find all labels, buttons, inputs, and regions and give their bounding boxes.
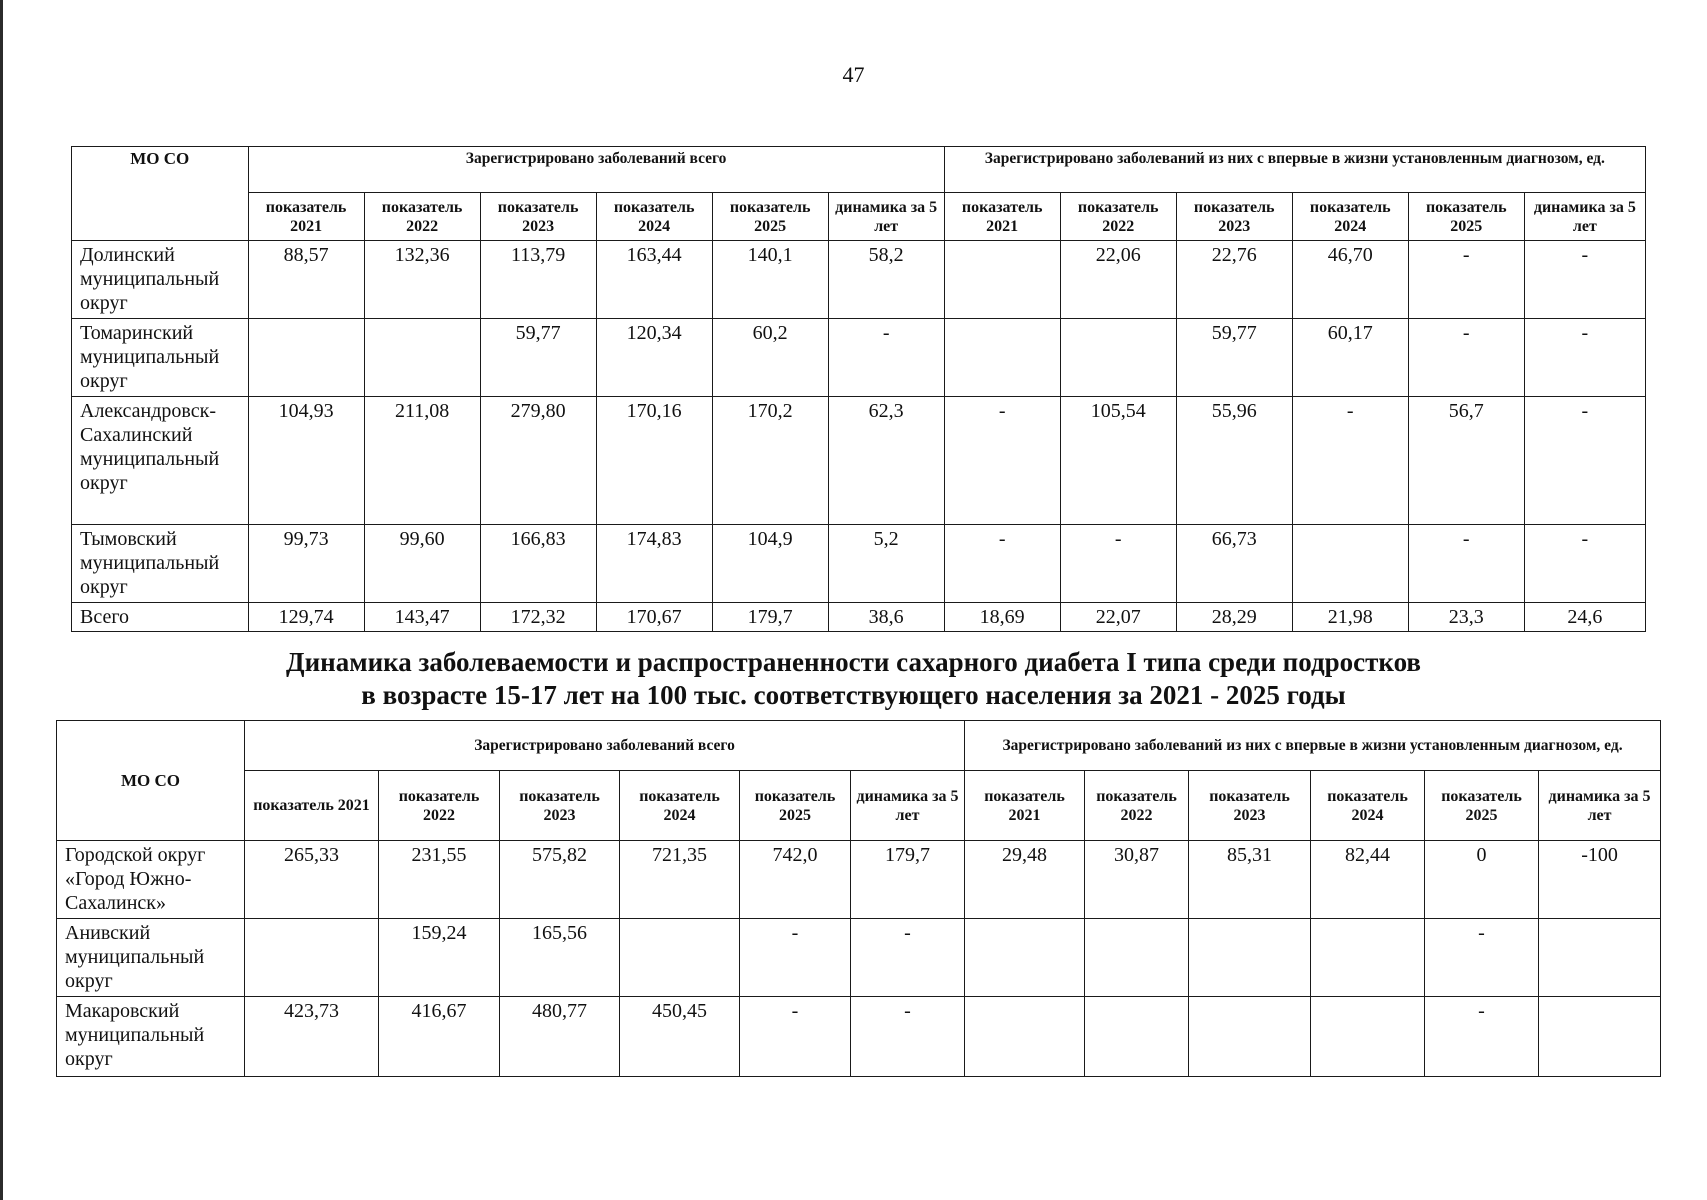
row-name: Городской округ «Город Южно-Сахалинск»	[57, 841, 245, 919]
table-cell: 159,24	[379, 919, 500, 997]
table-cell: 416,67	[379, 997, 500, 1077]
table-cell: -	[944, 397, 1060, 525]
table-cell: -100	[1539, 841, 1661, 919]
table-cell: -	[1524, 241, 1645, 319]
table-cell: -	[1524, 525, 1645, 603]
table-row	[72, 525, 1646, 603]
table-cell: 38,6	[828, 603, 944, 632]
table-cell: 575,82	[500, 841, 620, 919]
table-row	[72, 319, 1646, 397]
table-cell: 113,79	[480, 241, 596, 319]
table-cell: -	[828, 319, 944, 397]
table-cell: -	[851, 919, 965, 997]
table-2-group-header-total: Зарегистрировано заболеваний всего	[245, 721, 965, 771]
table-cell: -	[1408, 241, 1524, 319]
table-cell: 104,93	[248, 397, 364, 525]
table-cell: 120,34	[596, 319, 712, 397]
table-cell: 179,7	[712, 603, 828, 632]
table-cell: -	[851, 997, 965, 1077]
table-cell: 166,83	[480, 525, 596, 603]
table-cell	[1189, 919, 1311, 997]
table-2-col-header: показатель 2023	[500, 771, 620, 841]
table-cell	[965, 997, 1085, 1077]
table-cell: 742,0	[740, 841, 851, 919]
table-1-col-header: показатель 2023	[480, 193, 596, 241]
table-cell: 172,32	[480, 603, 596, 632]
section-title-line-2: в возрасте 15-17 лет на 100 тыс. соответствующего населения за 2021 - 2025 годы	[361, 680, 1346, 710]
table-cell: -	[1425, 919, 1539, 997]
table-cell: -	[1425, 997, 1539, 1077]
table-cell: -	[740, 919, 851, 997]
table-cell: 29,48	[965, 841, 1085, 919]
table-cell: -	[1292, 397, 1408, 525]
table-1-col-header: показатель 2022	[364, 193, 480, 241]
table-cell: 21,98	[1292, 603, 1408, 632]
table-cell: 23,3	[1408, 603, 1524, 632]
table-cell: 279,80	[480, 397, 596, 525]
table-1-col-header: показатель 2022	[1060, 193, 1176, 241]
table-cell: 143,47	[364, 603, 480, 632]
table-cell: 85,31	[1189, 841, 1311, 919]
table-cell	[1189, 997, 1311, 1077]
table-cell: -	[740, 997, 851, 1077]
table-cell	[245, 919, 379, 997]
table-1-col-header: динамика за 5 лет	[1524, 193, 1645, 241]
table-cell: 24,6	[1524, 603, 1645, 632]
table-2-col-header: динамика за 5 лет	[851, 771, 965, 841]
table-cell: 170,67	[596, 603, 712, 632]
table-cell	[1539, 997, 1661, 1077]
row-name: Всего	[72, 603, 249, 632]
table-2-col-header: показатель 2024	[1311, 771, 1425, 841]
table-2-col-header: показатель 2022	[379, 771, 500, 841]
table-2-col-header: показатель 2021	[245, 771, 379, 841]
table-row	[72, 397, 1646, 525]
table-2-col-header: показатель 2024	[620, 771, 740, 841]
table-row	[72, 241, 1646, 319]
table-1-subheader-row	[72, 193, 1646, 241]
table-cell: 55,96	[1176, 397, 1292, 525]
table-cell	[965, 919, 1085, 997]
table-cell: 105,54	[1060, 397, 1176, 525]
table-cell: 174,83	[596, 525, 712, 603]
section-title	[0, 646, 1707, 712]
table-cell: 82,44	[1311, 841, 1425, 919]
table-2-header-row	[57, 721, 1661, 771]
row-name: Анивский муниципальный округ	[57, 919, 245, 997]
table-1-corner-header: МО СО	[72, 147, 249, 241]
table-cell: -	[1524, 397, 1645, 525]
table-cell	[1085, 997, 1189, 1077]
table-2-col-header: показатель 2022	[1085, 771, 1189, 841]
table-cell: 99,60	[364, 525, 480, 603]
table-2-subheader-row	[57, 771, 1661, 841]
table-1-group-header-total: Зарегистрировано заболеваний всего	[248, 147, 944, 193]
table-cell: 18,69	[944, 603, 1060, 632]
table-2-col-header: динамика за 5 лет	[1539, 771, 1661, 841]
table-row	[57, 841, 1661, 919]
table-cell: 0	[1425, 841, 1539, 919]
table-cell: -	[944, 525, 1060, 603]
table-cell	[1292, 525, 1408, 603]
table-cell: 28,29	[1176, 603, 1292, 632]
table-1-col-header: показатель 2021	[248, 193, 364, 241]
table-2-col-header: показатель 2023	[1189, 771, 1311, 841]
table-cell: 231,55	[379, 841, 500, 919]
row-name: Тымовский муниципальный округ	[72, 525, 249, 603]
table-cell	[1311, 919, 1425, 997]
table-cell	[944, 319, 1060, 397]
table-cell: 22,76	[1176, 241, 1292, 319]
table-cell: -	[1408, 319, 1524, 397]
table-cell: 66,73	[1176, 525, 1292, 603]
table-2	[56, 720, 1661, 1077]
table-1-col-header: показатель 2025	[712, 193, 828, 241]
table-cell: 170,16	[596, 397, 712, 525]
table-cell	[1539, 919, 1661, 997]
row-name: Долинский муниципальный округ	[72, 241, 249, 319]
table-cell: 60,17	[1292, 319, 1408, 397]
table-cell: 46,70	[1292, 241, 1408, 319]
table-cell: 170,2	[712, 397, 828, 525]
table-cell: 211,08	[364, 397, 480, 525]
row-name: Томаринский муниципальный округ	[72, 319, 249, 397]
table-cell: 129,74	[248, 603, 364, 632]
table-cell: 721,35	[620, 841, 740, 919]
table-cell: 132,36	[364, 241, 480, 319]
table-cell	[248, 319, 364, 397]
section-title-line-1: Динамика заболеваемости и распространенности сахарного диабета I типа среди подростков	[286, 647, 1421, 677]
table-2-group-header-new: Зарегистрировано заболеваний из них с впервые в жизни установленным диагнозом, ед.	[965, 721, 1661, 771]
table-cell: 59,77	[1176, 319, 1292, 397]
table-cell	[620, 919, 740, 997]
table-cell: 5,2	[828, 525, 944, 603]
table-cell: 450,45	[620, 997, 740, 1077]
table-1-group-header-new: Зарегистрировано заболеваний из них с впервые в жизни установленным диагнозом, ед.	[944, 147, 1645, 193]
table-row	[57, 997, 1661, 1077]
table-cell: -	[1408, 525, 1524, 603]
table-cell: 480,77	[500, 997, 620, 1077]
row-name: Макаровский муниципальный округ	[57, 997, 245, 1077]
table-2-col-header: показатель 2025	[740, 771, 851, 841]
table-cell: 104,9	[712, 525, 828, 603]
table-cell: -	[1060, 525, 1176, 603]
table-cell: 56,7	[1408, 397, 1524, 525]
table-cell: 165,56	[500, 919, 620, 997]
table-row	[57, 919, 1661, 997]
table-1-col-header: динамика за 5 лет	[828, 193, 944, 241]
table-cell: 60,2	[712, 319, 828, 397]
table-cell	[364, 319, 480, 397]
table-cell: 140,1	[712, 241, 828, 319]
table-cell: 30,87	[1085, 841, 1189, 919]
table-2-col-header: показатель 2021	[965, 771, 1085, 841]
table-cell: 59,77	[480, 319, 596, 397]
table-cell	[944, 241, 1060, 319]
table-cell	[1311, 997, 1425, 1077]
table-1-col-header: показатель 2024	[1292, 193, 1408, 241]
table-1-col-header: показатель 2024	[596, 193, 712, 241]
table-total-row	[72, 603, 1646, 632]
table-cell	[1060, 319, 1176, 397]
table-cell: 88,57	[248, 241, 364, 319]
page-number: 47	[842, 62, 865, 87]
table-2-corner-header: МО СО	[57, 721, 245, 841]
table-1-col-header: показатель 2021	[944, 193, 1060, 241]
table-cell: 62,3	[828, 397, 944, 525]
table-cell: 179,7	[851, 841, 965, 919]
table-cell: 163,44	[596, 241, 712, 319]
table-cell	[1085, 919, 1189, 997]
table-1-header-row	[72, 147, 1646, 193]
table-cell: 58,2	[828, 241, 944, 319]
table-cell: 265,33	[245, 841, 379, 919]
table-cell: 22,06	[1060, 241, 1176, 319]
row-name: Александровск-Сахалинский муниципальный округ	[72, 397, 249, 525]
table-1-col-header: показатель 2025	[1408, 193, 1524, 241]
table-1-col-header: показатель 2023	[1176, 193, 1292, 241]
scan-left-edge	[0, 0, 3, 1200]
table-cell: 99,73	[248, 525, 364, 603]
table-cell: 423,73	[245, 997, 379, 1077]
table-cell: -	[1524, 319, 1645, 397]
table-2-col-header: показатель 2025	[1425, 771, 1539, 841]
table-1	[71, 146, 1646, 632]
table-cell: 22,07	[1060, 603, 1176, 632]
